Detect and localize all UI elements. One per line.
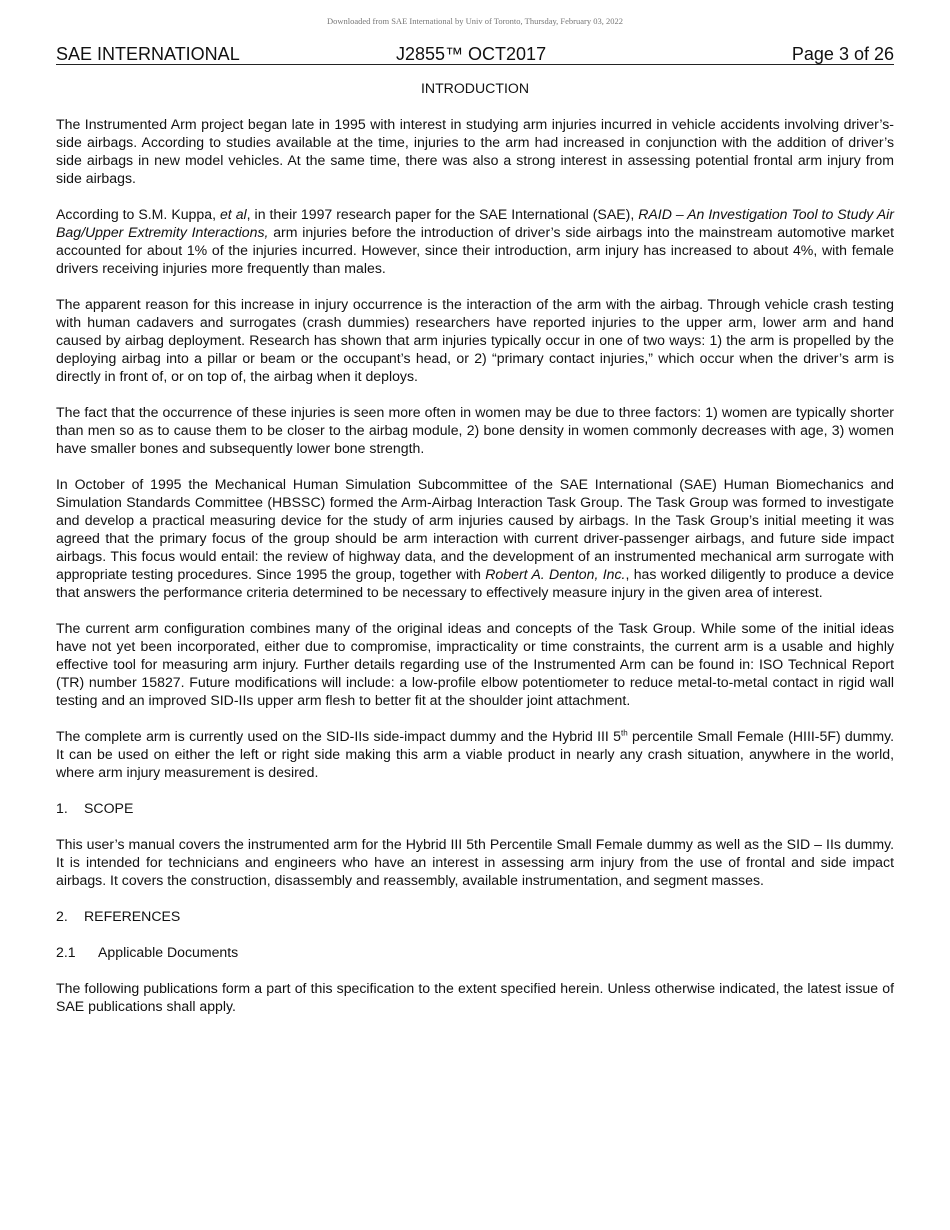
section-heading-applicable-documents xyxy=(56,943,894,961)
document-body xyxy=(56,79,894,1033)
section-heading-references xyxy=(56,907,894,925)
text-run: According to S.M. Kuppa, xyxy=(56,206,220,222)
section-title: REFERENCES xyxy=(84,908,181,924)
text-run: arm injuries before the introduction of driver’s side airbags into the mainstream automotive market accounted for about 1% of the injuries incurred. However, since their introduction, arm injury has increased to about 4%, with female drivers receiving injuries more frequently than males. xyxy=(56,224,894,276)
header-document-id: J2855™ OCT2017 xyxy=(396,44,547,64)
header-organization: SAE INTERNATIONAL xyxy=(56,44,240,64)
text-run: The complete arm is currently used on the SID-IIs side-impact dummy and the Hybrid III 5 xyxy=(56,728,621,744)
section-title: Applicable Documents xyxy=(98,944,239,960)
paragraph xyxy=(56,205,894,277)
text-run-italic: Robert A. Denton, Inc. xyxy=(485,566,626,582)
paragraph: This user’s manual covers the instrumented arm for the Hybrid III 5th Percentile Small Female dummy as well as the SID – IIs dummy. It is intended for technicians and engineers who have an interest in assessing arm injury from the use of frontal and side impact airbags. It covers the construction, disassembly and reassembly, available instrumentation, and segment masses. xyxy=(56,836,894,888)
section-title-introduction: INTRODUCTION xyxy=(420,80,530,96)
paragraph: The apparent reason for this increase in injury occurrence is the interaction of the arm with the airbag. Through vehicle crash testing with human cadavers and surrogates (crash dummies) researchers have reported injuries to the upper arm, lower arm and hand caused by airbag deployment. Research has shown that arm injuries typically occur in one of two ways: 1) the arm is propelled by the deploying airbag into a pillar or beam or the occupant’s head, or 2) “primary contact injuries,” which occur when the driver’s arm is directly in front of, or on top of, the airbag when it deploys. xyxy=(56,296,894,384)
section-number: 2. xyxy=(56,908,68,924)
paragraph: The current arm configuration combines many of the original ideas and concepts of the Task Group. While some of the initial ideas have not yet been incorporated, either due to compromise, impracticality or time constraints, the current arm is a usable and highly effective tool for measuring arm injury. Further details regarding use of the Instrumented Arm can be found in: ISO Technical Report (TR) number 15827. Future modifications will include: a low-profile elbow potentiometer to reduce metal-to-metal contact in rigid wall testing and an improved SID-IIs upper arm flesh to better fit at the shoulder joint attachment. xyxy=(56,620,894,708)
text-run: , has worked diligently to produce a device that answers the performance criteria determined to be necessary to effectively measure injury in the given area of interest. xyxy=(56,566,895,600)
section-number: 2.1 xyxy=(56,944,76,960)
text-run: , in their 1997 research paper for the SAE International (SAE), xyxy=(246,206,639,222)
text-run-italic: RAID – An Investigation Tool to Study Air Bag/Upper Extremity Interactions, xyxy=(56,206,894,240)
text-run: In October of 1995 the Mechanical Human Simulation Subcommittee of the SAE International (SAE) Human Biomechanics and Simulation Standards Committee (HBSSC) formed the Arm-Airbag Interaction Task Group. The Task Group was formed to investigate and develop a practical measuring device for the study of arm injuries caused by airbags. In the Task Group’s initial meeting it was agreed that the primary focus of the group should be arm interaction with current driver-passenger airbags, and future side impact airbags. This focus would entail: the review of highway data, and the development of an instrumented mechanical arm surrogate with appropriate testing procedures. Since 1995 the group, together with xyxy=(56,476,894,582)
paragraph xyxy=(56,475,894,601)
paragraph: The Instrumented Arm project began late in 1995 with interest in studying arm injuries incurred in vehicle accidents involving driver’s-side airbags. According to studies available at the time, injuries to the arm had increased in conjunction with the addition of driver’s side airbags in new model vehicles. At the same time, there was also a strong interest in assessing potential frontal arm injury from side airbags. xyxy=(56,116,894,186)
paragraph: The following publications form a part of this specification to the extent specified herein. Unless otherwise indicated, the latest issue of SAE publications shall apply. xyxy=(56,980,894,1014)
header-page-number: Page 3 of 26 xyxy=(791,44,894,64)
section-title: SCOPE xyxy=(84,800,134,816)
text-run: percentile Small Female (HIII-5F) dummy. It can be used on either the left or right side making this arm a viable product in nearly any crash situation, anywhere in the world, where arm injury measurement is desired. xyxy=(56,728,895,780)
paragraph xyxy=(56,727,894,781)
page-header xyxy=(56,44,894,65)
section-number: 1. xyxy=(56,800,68,816)
section-heading-scope xyxy=(56,799,894,817)
superscript: th xyxy=(620,728,628,738)
paragraph: The fact that the occurrence of these injuries is seen more often in women may be due to three factors: 1) women are typically shorter than men so as to cause them to be closer to the airbag module, 2) bone density in women commonly decreases with age, 3) women have smaller bones and subsequently lower bone strength. xyxy=(56,404,894,456)
text-run-italic: et al xyxy=(219,206,247,222)
download-note: Downloaded from SAE International by Univ of Toronto, Thursday, February 03, 2022 xyxy=(327,16,623,26)
